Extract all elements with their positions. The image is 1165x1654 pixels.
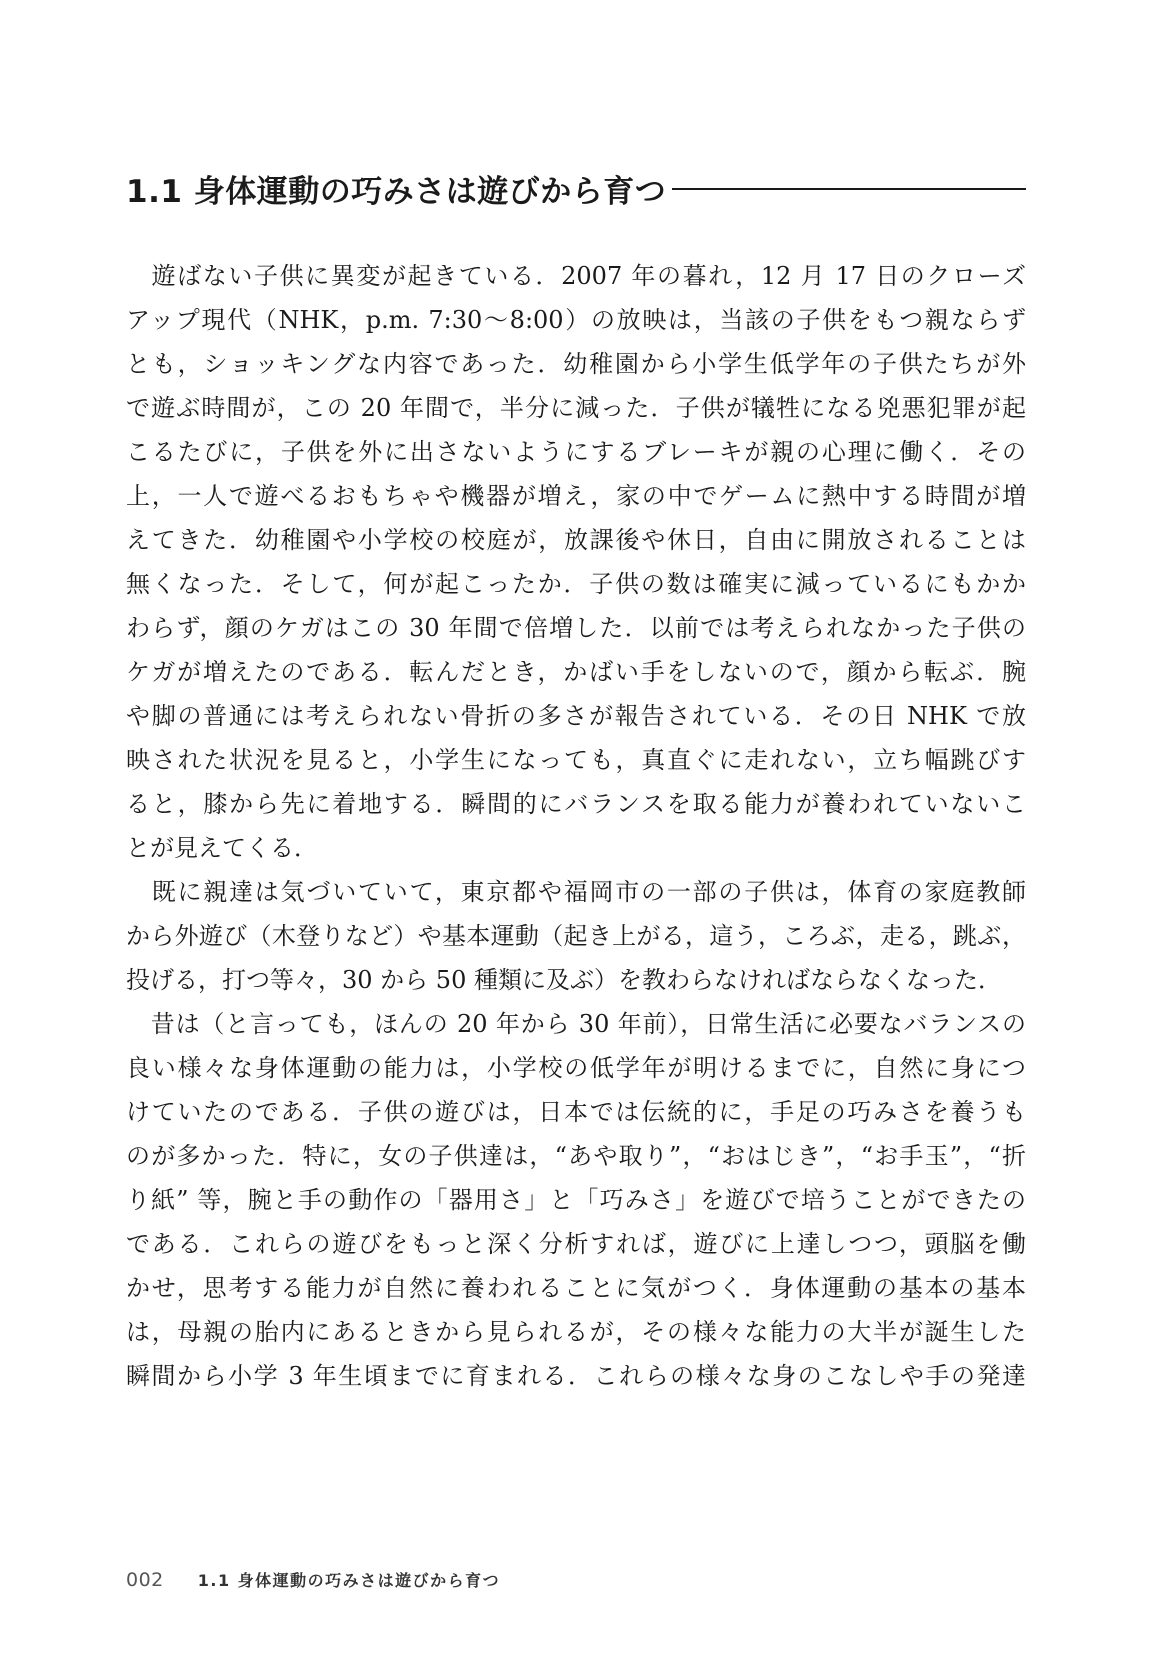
text-line: 無くなった．そして，何が起こったか．子供の数は確実に減っているにもかか <box>126 570 1026 598</box>
text-line: である．これらの遊びをもっと深く分析すれば，遊びに上達しつつ，頭脳を働 <box>126 1230 1026 1258</box>
text-line: えてきた．幼稚園や小学校の校庭が，放課後や休日，自由に開放されることは <box>126 526 1026 554</box>
section-heading-text: 1.1 身体運動の巧みさは遊びから育つ <box>126 173 667 210</box>
text-line: り紙” 等，腕と手の動作の「器用さ」と「巧みさ」を遊びで培うことができたの <box>126 1186 1026 1214</box>
text-line: 瞬間から小学 3 年生頃までに育まれる．これらの様々な身のこなしや手の発達 <box>126 1362 1026 1390</box>
text-line: から外遊び（木登りなど）や基本運動（起き上がる，這う，ころぶ，走る，跳ぶ， <box>126 922 1026 950</box>
text-line: ると，膝から先に着地する．瞬間的にバランスを取る能力が養われていないこ <box>126 790 1026 818</box>
text-line: ケガが増えたのである．転んだとき，かばい手をしないので，顔から転ぶ．腕 <box>126 658 1026 686</box>
text-line: とも，ショッキングな内容であった．幼稚園から小学生低学年の子供たちが外 <box>126 350 1026 378</box>
text-line: わらず，顔のケガはこの 30 年間で倍増した．以前では考えられなかった子供の <box>126 614 1026 642</box>
text-line: 投げる，打つ等々，30 から 50 種類に及ぶ）を教わらなければならなくなった． <box>126 966 1002 994</box>
page-number: 002 <box>126 1569 164 1591</box>
page-footer <box>126 1568 500 1591</box>
text-line: 良い様々な身体運動の能力は，小学校の低学年が明けるまでに，自然に身につ <box>126 1054 1026 1082</box>
heading-rule <box>672 188 1026 190</box>
text-line: 上，一人で遊べるおもちゃや機器が増え，家の中でゲームに熱中する時間が増 <box>126 482 1026 510</box>
paragraph-1 <box>126 254 1026 870</box>
text-line: こるたびに，子供を外に出さないようにするブレーキが親の心理に働く．その <box>126 438 1026 466</box>
text-line: とが見えてくる． <box>126 834 318 862</box>
section-heading <box>126 166 1026 210</box>
paragraph-3 <box>126 1002 1026 1398</box>
running-head: 1.1 身体運動の巧みさは遊びから育つ <box>197 1571 501 1590</box>
text-line: のが多かった．特に，女の子供達は，“あや取り”，“おはじき”，“お手玉”，“折 <box>126 1142 1026 1170</box>
paragraph-2 <box>126 870 1026 1002</box>
text-line: けていたのである．子供の遊びは，日本では伝統的に，手足の巧みさを養うも <box>126 1098 1026 1126</box>
text-line: かせ，思考する能力が自然に養われることに気がつく．身体運動の基本の基本 <box>126 1274 1026 1302</box>
text-line: 既に親達は気づいていて，東京都や福岡市の一部の子供は，体育の家庭教師 <box>126 878 1026 906</box>
text-line: は，母親の胎内にあるときから見られるが，その様々な能力の大半が誕生した <box>126 1318 1026 1346</box>
text-line: 映された状況を見ると，小学生になっても，真直ぐに走れない，立ち幅跳びす <box>126 746 1026 774</box>
text-line: や脚の普通には考えられない骨折の多さが報告されている．その日 NHK で放 <box>126 702 1026 730</box>
text-line: アップ現代（NHK，p.m. 7:30～8:00）の放映は，当該の子供をもつ親ならず <box>126 306 1026 334</box>
body-text <box>126 254 1026 1398</box>
text-line: 遊ばない子供に異変が起きている．2007 年の暮れ，12 月 17 日のクローズ <box>126 262 1026 290</box>
text-line: 昔は（と言っても，ほんの 20 年から 30 年前），日常生活に必要なバランスの <box>126 1010 1026 1038</box>
text-line: で遊ぶ時間が，この 20 年間で，半分に減った．子供が犠牲になる兇悪犯罪が起 <box>126 394 1026 422</box>
